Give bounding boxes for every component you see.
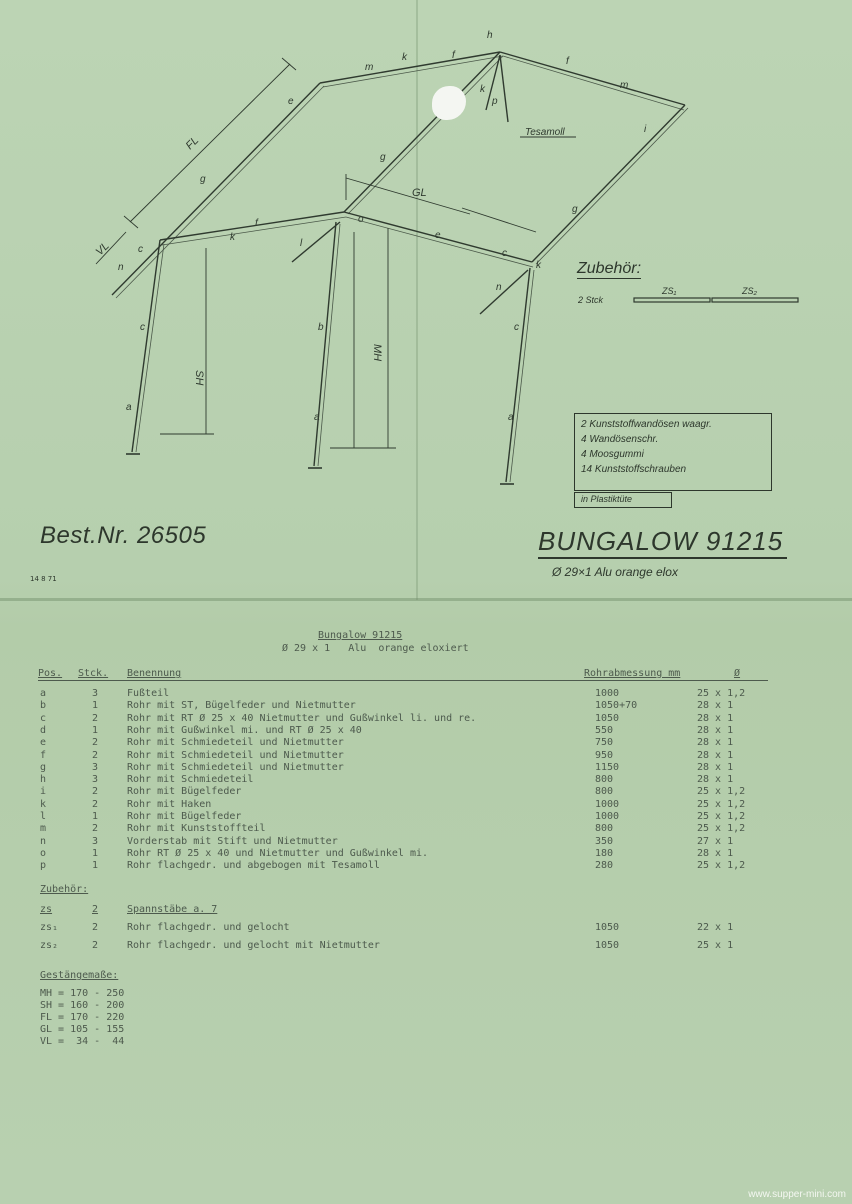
cell-pos: n: [40, 835, 47, 847]
cell-diam: 25 x 1,2: [697, 798, 746, 810]
header-diameter: Ø: [734, 668, 741, 679]
gestaenge-item: MH = 170 - 250: [40, 988, 125, 999]
accessory-line: 4 Wandösenschr.: [581, 434, 659, 445]
leg-left: [132, 240, 160, 452]
cell-diam: 25 x 1,2: [697, 688, 746, 699]
order-number: Best.Nr. 26505: [40, 522, 207, 549]
svg-text:i: i: [644, 124, 647, 135]
cell-length: 350: [595, 835, 614, 847]
zubehoer-quantity: 2 Stck: [578, 295, 604, 305]
leg-right: [506, 268, 530, 482]
zubehoer-cell-pos: zs: [40, 904, 53, 915]
cell-diam: 28 x 1: [697, 749, 734, 761]
svg-text:m: m: [365, 62, 374, 73]
cell-diam: 28 x 1: [697, 700, 734, 712]
cell-pos: l: [40, 811, 47, 822]
zubehoer-part-1: ZS₁: [662, 286, 677, 296]
svg-text:a: a: [508, 412, 514, 423]
accessory-line: 2 Kunststoffwandösen waagr.: [581, 419, 712, 430]
cell-name: Vorderstab mit Stift und Nietmutter: [127, 835, 338, 847]
parts-list-title: Bungalow 91215: [318, 630, 403, 641]
cell-name: Rohr mit Schmiedeteil: [127, 774, 254, 786]
cell-stk: 2: [92, 712, 99, 724]
cell-diam: 25 x 1,2: [697, 786, 746, 798]
gestaenge-heading: Gestängemaße:: [40, 970, 119, 981]
cell-diam: 28 x 1: [697, 724, 734, 736]
pole-eave-left: [160, 212, 344, 240]
cell-name: Rohr mit RT Ø 25 x 40 Nietmutter und Gußwinkel li. und re.: [127, 712, 477, 724]
svg-text:GL: GL: [412, 187, 427, 199]
zubehoer-cell-stk: 2: [92, 940, 99, 951]
svg-text:FL: FL: [183, 134, 202, 153]
cell-length: 950: [595, 749, 614, 761]
dimension-lines: [93, 58, 536, 448]
cell-stk: 2: [92, 798, 99, 810]
cell-diam: 28 x 1: [697, 712, 734, 724]
cell-name: Rohr RT Ø 25 x 40 und Nietmutter und Gußwinkel mi.: [127, 847, 429, 859]
zubehoer-heading: Zubehör:: [40, 884, 89, 895]
cell-name: Rohr flachgedr. und abgebogen mit Tesamoll: [127, 860, 380, 872]
cell-name: Rohr mit Schmiedeteil und Nietmutter: [127, 761, 344, 773]
accessories-bag-label: in Plastiktüte: [574, 492, 672, 508]
gestaenge-item: GL = 105 - 155: [40, 1024, 125, 1035]
cell-stk: 2: [92, 786, 99, 798]
svg-text:Tesamoll: Tesamoll: [525, 127, 565, 138]
cell-stk: 1: [92, 811, 99, 822]
cell-pos: m: [40, 823, 47, 835]
cell-pos: g: [40, 761, 47, 773]
gestaenge-item: FL = 170 - 220: [40, 1012, 125, 1023]
cell-diam: 27 x 1: [697, 835, 734, 847]
cell-name: Rohr mit ST, Bügelfeder und Nietmutter: [127, 700, 356, 712]
cell-diam: 25 x 1,2: [697, 860, 746, 872]
cell-length: 550: [595, 724, 614, 736]
pole-top-left: [320, 52, 500, 83]
cell-stk: 1: [92, 724, 99, 736]
svg-text:h: h: [487, 30, 493, 41]
cell-length: 1000: [595, 688, 620, 699]
header-rule: [38, 680, 768, 681]
cell-length: 180: [595, 847, 614, 859]
cell-stk: 1: [92, 860, 99, 872]
leg-middle: [314, 222, 336, 466]
cell-length: 1000: [595, 798, 620, 810]
svg-text:f: f: [452, 50, 455, 61]
cell-name: Fußteil: [127, 688, 170, 699]
zubehoer-cell-diam: 22 x 1: [697, 922, 734, 933]
cell-length: 800: [595, 774, 614, 786]
cell-pos: b: [40, 700, 47, 712]
cell-pos: o: [40, 847, 47, 859]
cell-stk: 3: [92, 761, 99, 773]
cell-diam: 25 x 1,2: [697, 811, 746, 822]
svg-text:k: k: [480, 84, 485, 95]
svg-text:l: l: [300, 238, 303, 249]
cell-name: Rohr mit Bügelfeder: [127, 811, 242, 822]
cell-name: Rohr mit Schmiedeteil und Nietmutter: [127, 737, 344, 749]
cell-diam: 25 x 1,2: [697, 823, 746, 835]
model-name: BUNGALOW 91215: [538, 526, 787, 559]
cell-stk: 1: [92, 847, 99, 859]
zubehoer-cell-name: Spannstäbe a. 7: [127, 904, 218, 915]
pole-left-front: [112, 83, 320, 295]
svg-text:k: k: [536, 260, 541, 271]
cell-length: 1000: [595, 811, 620, 822]
svg-text:MH: MH: [371, 344, 383, 362]
accessory-line: 4 Moosgummi: [581, 449, 644, 460]
cell-diam: 28 x 1: [697, 761, 734, 773]
svg-text:g: g: [572, 204, 578, 215]
svg-text:b: b: [318, 322, 324, 333]
gestaenge-item: VL = 34 - 44: [40, 1036, 125, 1047]
pole-top-right: [500, 52, 685, 105]
zubehoer-cell-stk: 2: [92, 922, 99, 933]
cell-pos: h: [40, 774, 47, 786]
header-length: Rohrabmessung mm: [584, 668, 681, 679]
svg-text:c: c: [140, 322, 145, 333]
svg-text:o: o: [358, 214, 364, 225]
cell-stk: 2: [92, 737, 99, 749]
cell-pos: i: [40, 786, 47, 798]
cell-pos: k: [40, 798, 47, 810]
cell-length: 280: [595, 860, 614, 872]
zubehoer-cell-length: 1050: [595, 922, 620, 933]
header-name: Benennung: [127, 668, 182, 679]
cell-length: 800: [595, 823, 614, 835]
cell-length: 1150: [595, 761, 620, 773]
zubehoer-drawing-title: Zubehör:: [577, 260, 642, 277]
svg-text:e: e: [288, 96, 294, 107]
date-stamp: 14 8 71: [30, 575, 57, 583]
svg-text:g: g: [380, 152, 386, 163]
zubehoer-cell-pos: zs₂: [40, 940, 59, 951]
cell-length: 750: [595, 737, 614, 749]
cell-name: Rohr mit Kunststoffteil: [127, 823, 266, 835]
cell-pos: a: [40, 688, 47, 699]
cell-stk: 3: [92, 774, 99, 786]
svg-text:f: f: [566, 56, 569, 67]
cell-length: 1050+70: [595, 700, 638, 712]
svg-text:g: g: [200, 174, 206, 185]
header-pos: Pos.: [38, 668, 63, 679]
parts-list-subtitle: Ø 29 x 1 Alu orange eloxiert: [282, 643, 469, 654]
svg-text:k: k: [402, 52, 407, 63]
accessory-line: 14 Kunststoffschrauben: [581, 464, 687, 475]
cell-pos: f: [40, 749, 47, 761]
cell-diam: 28 x 1: [697, 737, 734, 749]
watermark: www.supper-mini.com: [748, 1189, 846, 1200]
cell-pos: p: [40, 860, 47, 872]
svg-text:SH: SH: [193, 370, 205, 386]
stub-back-2: [500, 55, 508, 122]
svg-text:a: a: [314, 412, 320, 423]
frame-drawing: [0, 0, 852, 600]
zubehoer-part-2: ZS₂: [742, 286, 757, 296]
svg-text:n: n: [496, 282, 502, 293]
zubehoer-cell-stk: 2: [92, 904, 99, 915]
cell-stk: 2: [92, 749, 99, 761]
svg-text:VL: VL: [93, 240, 112, 259]
cell-name: Rohr mit Haken: [127, 798, 212, 810]
cell-pos: c: [40, 712, 47, 724]
zubehoer-drawing: [634, 298, 798, 302]
cell-stk: 3: [92, 835, 99, 847]
zubehoer-cell-name: Rohr flachgedr. und gelocht mit Nietmutter: [127, 940, 380, 951]
cell-name: Rohr mit Schmiedeteil und Nietmutter: [127, 749, 344, 761]
svg-text:e: e: [435, 230, 441, 241]
cell-stk: 3: [92, 688, 99, 699]
accessories-box: [574, 413, 772, 491]
svg-text:a: a: [126, 402, 132, 413]
zubehoer-cell-diam: 25 x 1: [697, 940, 734, 951]
svg-text:m: m: [620, 80, 629, 91]
cell-length: 800: [595, 786, 614, 798]
svg-text:c: c: [138, 244, 143, 255]
drawing-labels: [94, 30, 647, 423]
cell-name: Rohr mit Gußwinkel mi. und RT Ø 25 x 40: [127, 724, 362, 736]
svg-text:c: c: [514, 322, 519, 333]
cell-pos: d: [40, 724, 47, 736]
zubehoer-cell-pos: zs₁: [40, 922, 59, 933]
zubehoer-cell-length: 1050: [595, 940, 620, 951]
gestaenge-item: SH = 160 - 200: [40, 1000, 125, 1011]
svg-text:c: c: [502, 248, 507, 259]
cell-name: Rohr mit Bügelfeder: [127, 786, 242, 798]
stub-right: [480, 270, 528, 314]
svg-text:k: k: [230, 232, 235, 243]
header-stk: Stck.: [78, 668, 109, 679]
cell-diam: 28 x 1: [697, 847, 734, 859]
zubehoer-cell-name: Rohr flachgedr. und gelocht: [127, 922, 290, 933]
cell-stk: 1: [92, 700, 99, 712]
cell-stk: 2: [92, 823, 99, 835]
tube-spec: Ø 29×1 Alu orange elox: [552, 565, 678, 579]
cell-pos: e: [40, 737, 47, 749]
svg-text:n: n: [118, 262, 124, 273]
svg-text:f: f: [255, 218, 258, 229]
svg-text:p: p: [492, 96, 498, 107]
cell-length: 1050: [595, 712, 620, 724]
cell-diam: 28 x 1: [697, 774, 734, 786]
